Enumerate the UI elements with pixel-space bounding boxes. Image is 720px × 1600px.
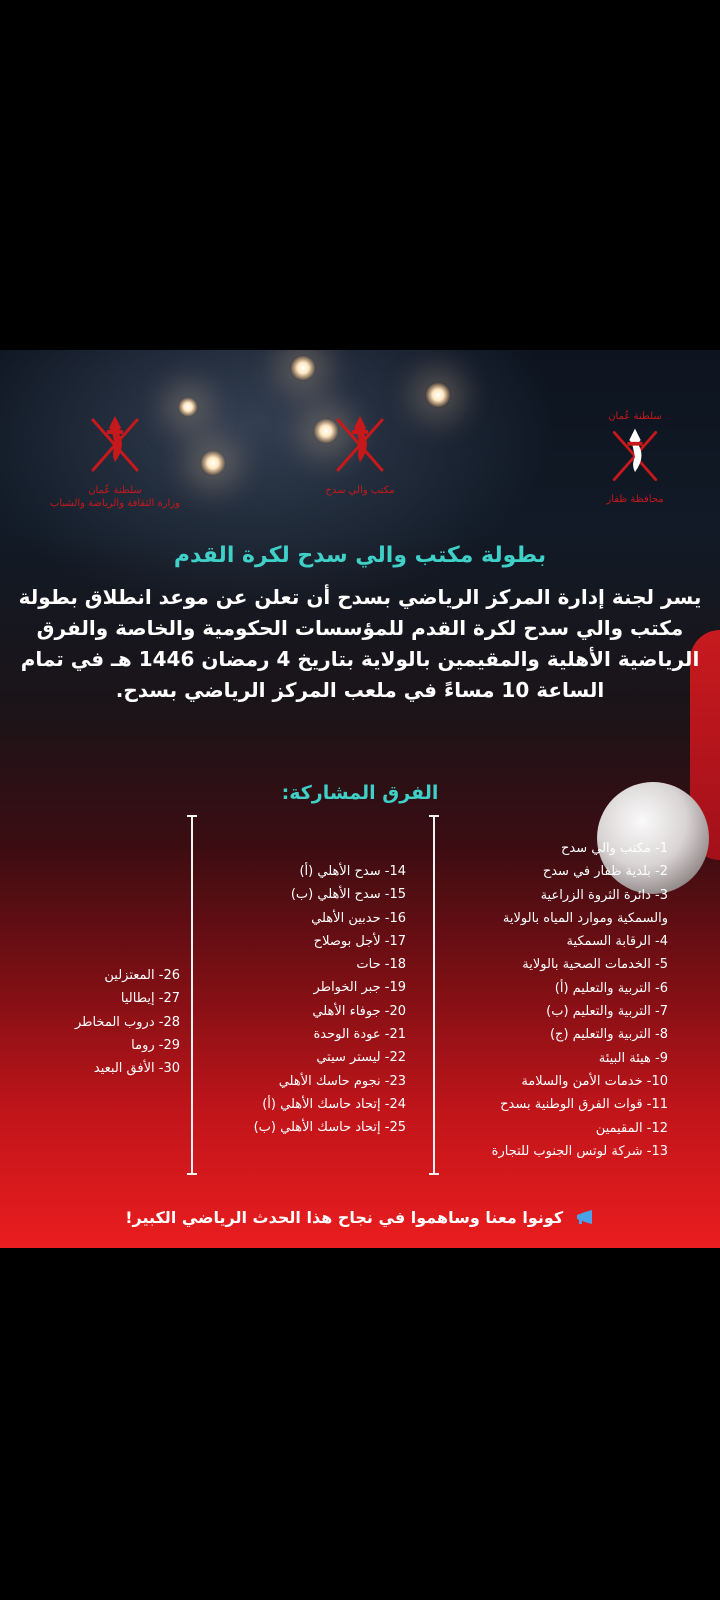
- list-item: 2- بلدية ظفار في سدح: [542, 864, 668, 880]
- list-item: 3- دائرة الثروة الزراعية: [540, 887, 668, 903]
- teams-list-column-2: [206, 860, 406, 1140]
- list-item: 5- الخدمات الصحية بالولاية: [522, 957, 668, 973]
- stadium-light: [178, 397, 198, 417]
- teams-list-column-1: [398, 837, 668, 1163]
- list-item: 9- هيئة البيئة: [598, 1050, 668, 1066]
- list-item: 25- إتحاد حاسك الأهلي (ب): [253, 1120, 406, 1136]
- governorate-logo-caption-line2: محافظة ظفار: [606, 494, 664, 505]
- list-item: 11- قوات الفرق الوطنية بسدح: [500, 1097, 668, 1113]
- teams-heading: الفرق المشاركة:: [281, 782, 439, 804]
- list-item: 10- خدمات الأمن والسلامة: [521, 1073, 668, 1089]
- list-item: 15- سدح الأهلي (ب): [290, 887, 406, 903]
- column-divider: [191, 815, 193, 1175]
- list-item: 19- جبر الخواطر: [313, 980, 406, 996]
- stadium-light: [200, 450, 226, 476]
- ministry-logo-caption-line1: سلطنة عُمان: [88, 485, 142, 496]
- list-item: 20- جوفاء الأهلي: [312, 1003, 406, 1019]
- list-item: 28- دروب المخاطر: [74, 1014, 180, 1030]
- list-item: 7- التربية والتعليم (ب): [546, 1004, 668, 1020]
- teams-list-column-3: [10, 964, 180, 1080]
- ministry-logo: [50, 410, 180, 520]
- list-item: 21- عودة الوحدة: [313, 1027, 406, 1043]
- poster-title: بطولة مكتب والي سدح لكرة القدم: [173, 543, 547, 568]
- list-item: 4- الرقابة السمكية: [566, 934, 668, 950]
- list-item: 24- إتحاد حاسك الأهلي (أ): [262, 1096, 406, 1112]
- stadium-light: [290, 355, 316, 381]
- announcement-text: يسر لجنة إدارة المركز الرياضي بسدح أن تعلن عن موعد انطلاق بطولة مكتب والي سدح لكرة القدم للمؤسسات الحكومية والخاصة والفرق الرياضية الأهلية والمقيمين بالولاية بتاريخ 4 رمضان 1446 هـ في تمام الساعة 10 مساءً في ملعب المركز الرياضي بسدح.: [18, 585, 702, 702]
- list-item: 8- التربية والتعليم (ج): [549, 1027, 668, 1043]
- ministry-logo-caption-line2: وزارة الثقافة والرياضة والشباب: [49, 498, 180, 509]
- footer-note-text: كونوا معنا وساهموا في نجاح هذا الحدث الرياضي الكبير!: [125, 1208, 564, 1227]
- list-item: 27- إيطاليا: [120, 991, 180, 1007]
- governorate-logo: [570, 410, 700, 520]
- list-item: 23- نجوم حاسك الأهلي: [278, 1073, 406, 1089]
- khanjar-emblem-icon: [330, 410, 390, 480]
- footer-note: [0, 1208, 720, 1229]
- wali-office-logo: [295, 410, 425, 520]
- list-item: 18- حات: [356, 957, 406, 973]
- list-item: 12- المقيمين: [595, 1120, 668, 1136]
- khanjar-emblem-icon: [85, 410, 145, 480]
- list-item: 6- التربية والتعليم (أ): [554, 980, 668, 996]
- list-item: 30- الأفق البعيد: [93, 1061, 180, 1077]
- governorate-logo-caption-line1: سلطنة عُمان: [608, 411, 662, 422]
- list-item: 1- مكتب والي سدح: [561, 841, 668, 856]
- wali-office-logo-caption: مكتب والي سدح: [325, 485, 395, 496]
- list-item: 17- لأجل بوصلاح: [313, 933, 406, 949]
- stadium-light: [425, 382, 451, 408]
- khanjar-emblem-icon: [605, 423, 665, 489]
- megaphone-icon: [575, 1209, 595, 1229]
- tournament-poster: [0, 350, 720, 1248]
- list-item: 13- شركة لوتس الجنوب للتجارة: [491, 1143, 668, 1159]
- list-item: 29- روما: [131, 1037, 180, 1053]
- list-item: 22- ليستر سيتي: [316, 1050, 406, 1066]
- list-item: 16- حدبين الأهلي: [311, 910, 406, 926]
- list-item: 26- المعتزلين: [104, 968, 180, 983]
- list-item: والسمكية وموارد المياه بالولاية: [502, 910, 668, 926]
- list-item: 14- سدح الأهلي (أ): [299, 864, 406, 879]
